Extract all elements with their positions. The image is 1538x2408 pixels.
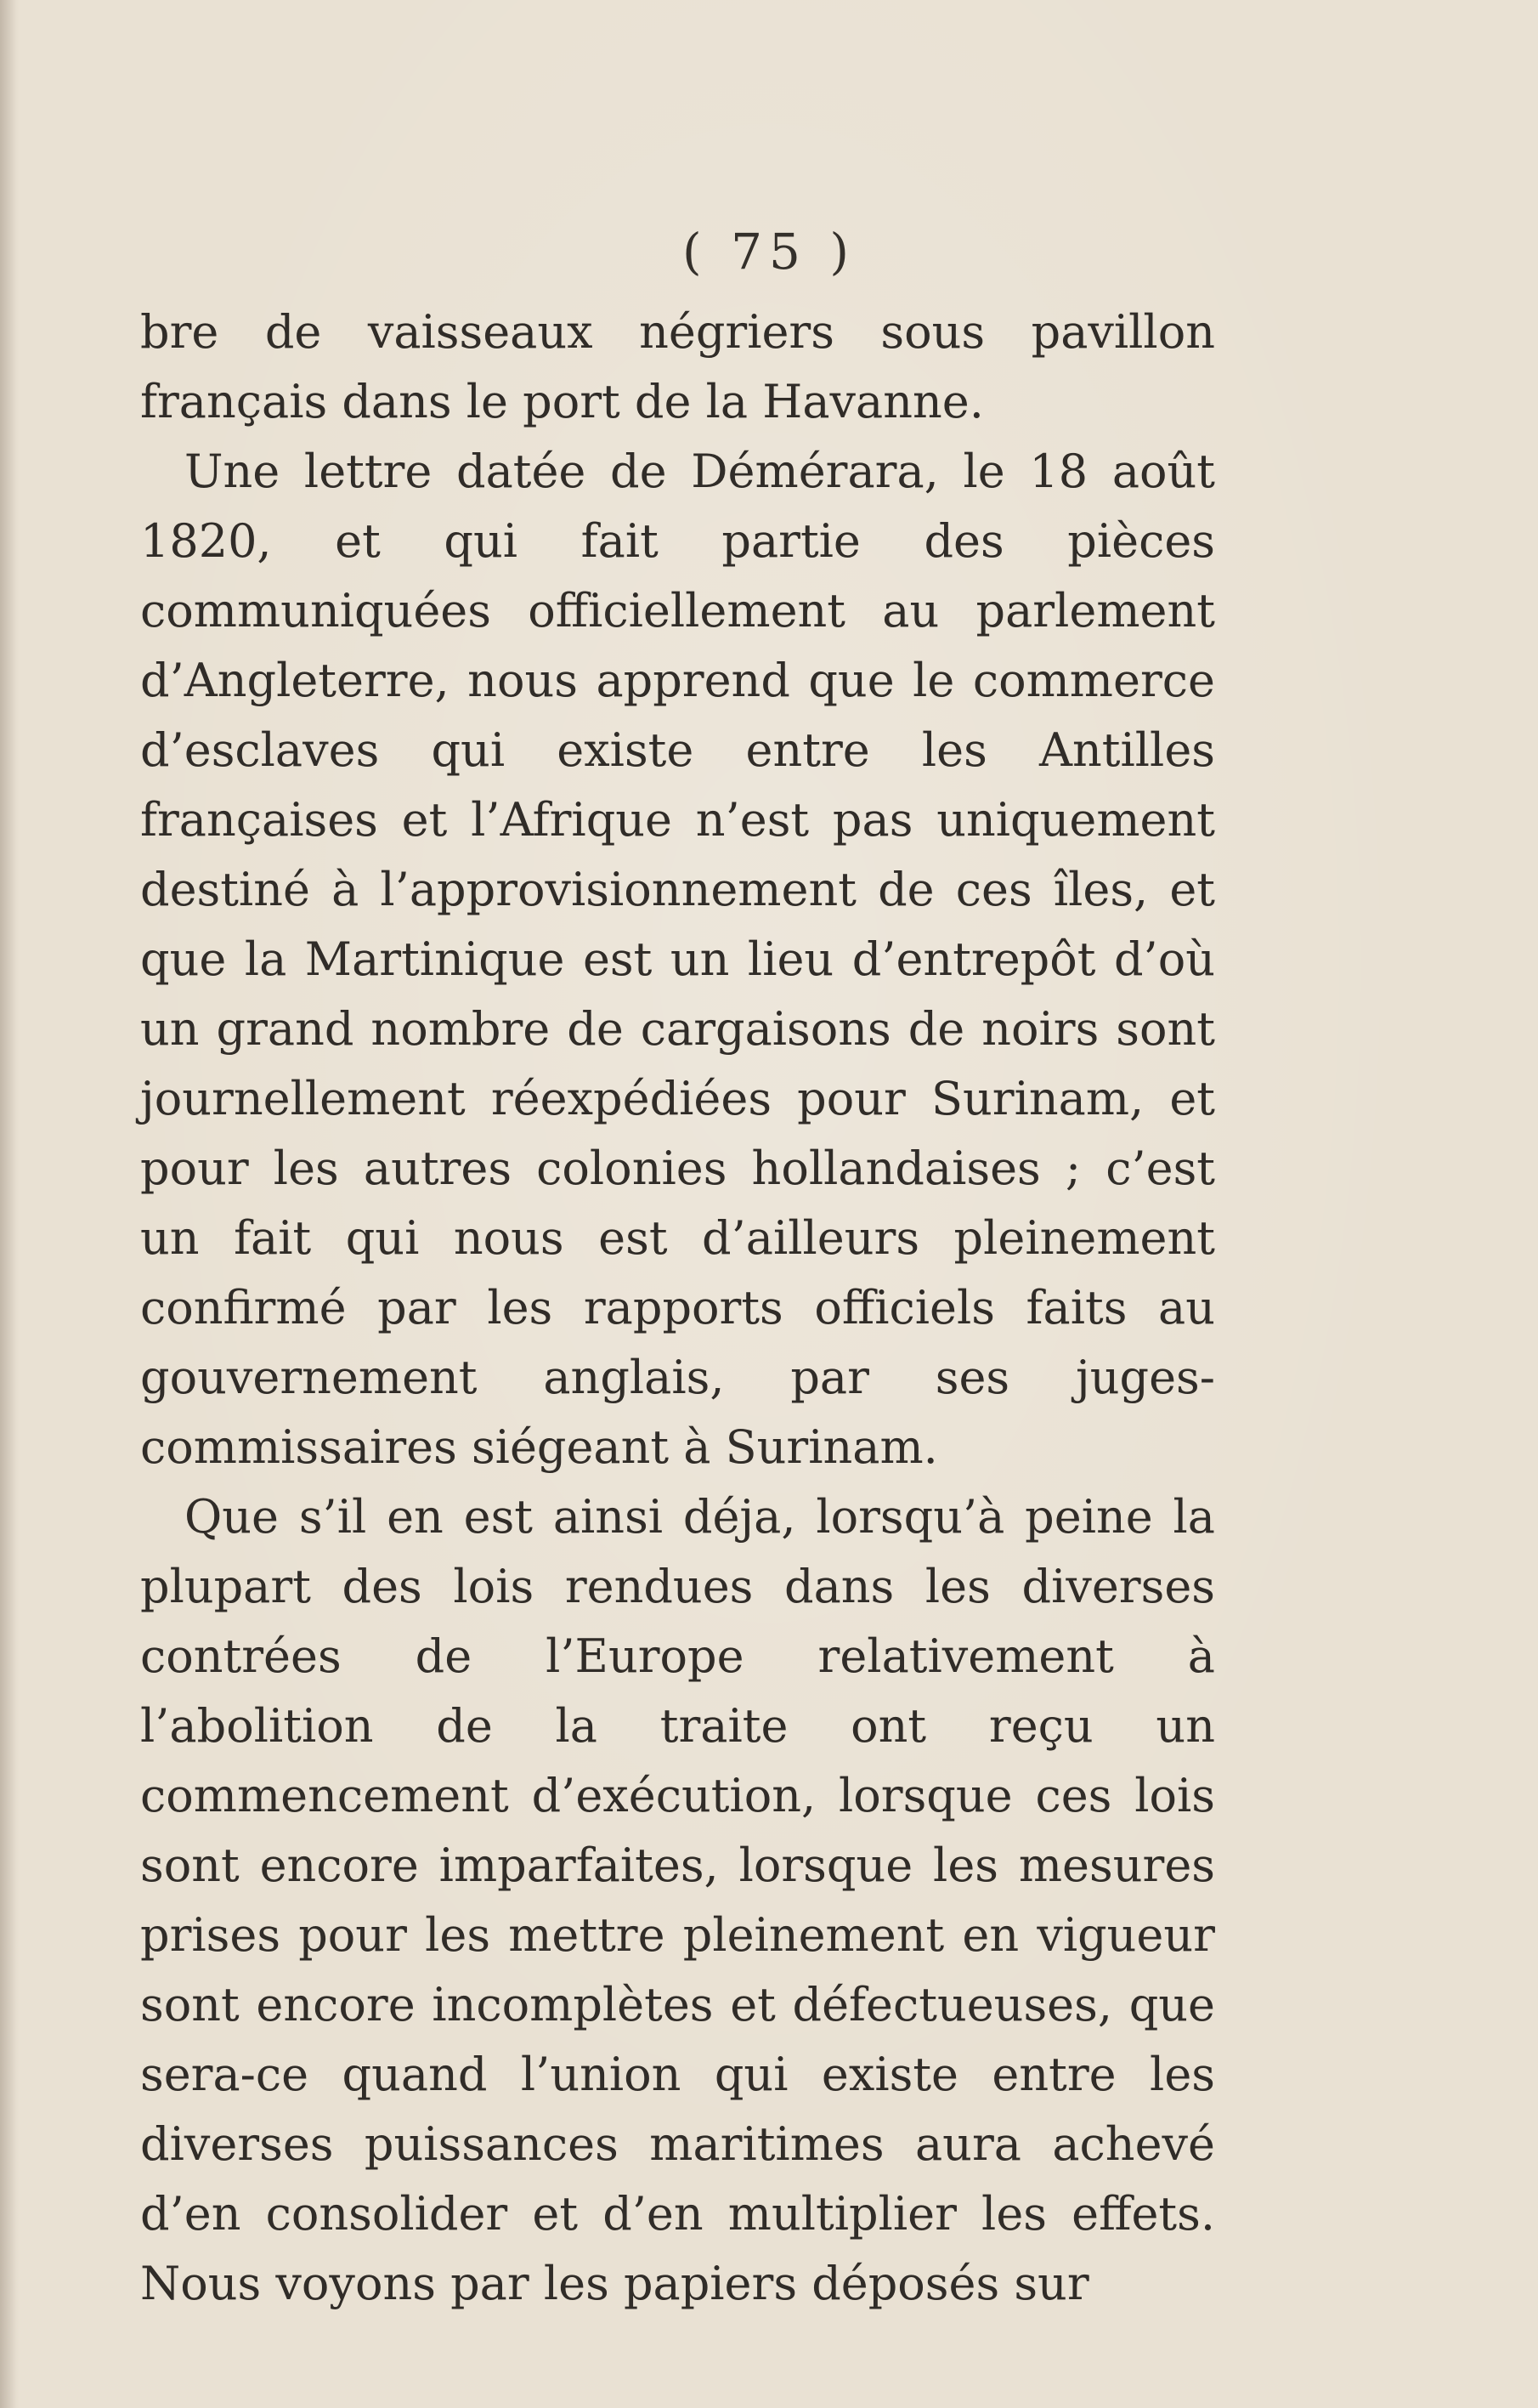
paragraph-european-laws: Que s’il en est ainsi déja, lorsqu’à peine la plupart des lois rendues dans les diverses contrées de l’Europe relativement à l’abolition de la traite ont reçu un commencement d’exécution, lorsque ces lois sont encore imparfaites, lorsque les mesures prises pour les mettre pleinement en vigueur sont encore incomplètes et défectueuses, que sera-ce quand l’union qui existe entre les diverses puissances maritimes aura achevé d’en consolider et d’en multiplier les effets. Nous voyons par les papiers déposés sur: [140, 1490, 1215, 2310]
paragraph-continuation: bre de vaisseaux négriers sous pavillon français dans le port de la Havanne.: [140, 305, 1215, 428]
page-edge-shadow: [0, 0, 19, 2408]
paragraph-demerara-letter: Une lettre datée de Démérara, le 18 août 1820, et qui fait partie des pièces communiquées officiellement au parlement d’Angleterre, nous apprend que le commerce d’esclaves qui existe entre les Antilles françaises et l’Afrique n’est pas uniquement destiné à l’approvisionnement de ces îles, et que la Martinique est un lieu d’entrepôt d’où un grand nombre de cargaisons de noirs sont journellement réexpédiées pour Surinam, et pour les autres colonies hollandaises ; c’est un fait qui nous est d’ailleurs pleinement confirmé par les rapports officiels faits au gouvernement anglais, par ses juges-commissaires siégeant à Surinam.: [140, 445, 1215, 1474]
body-text: [140, 297, 1215, 2319]
page-number: ( 75 ): [682, 223, 856, 280]
